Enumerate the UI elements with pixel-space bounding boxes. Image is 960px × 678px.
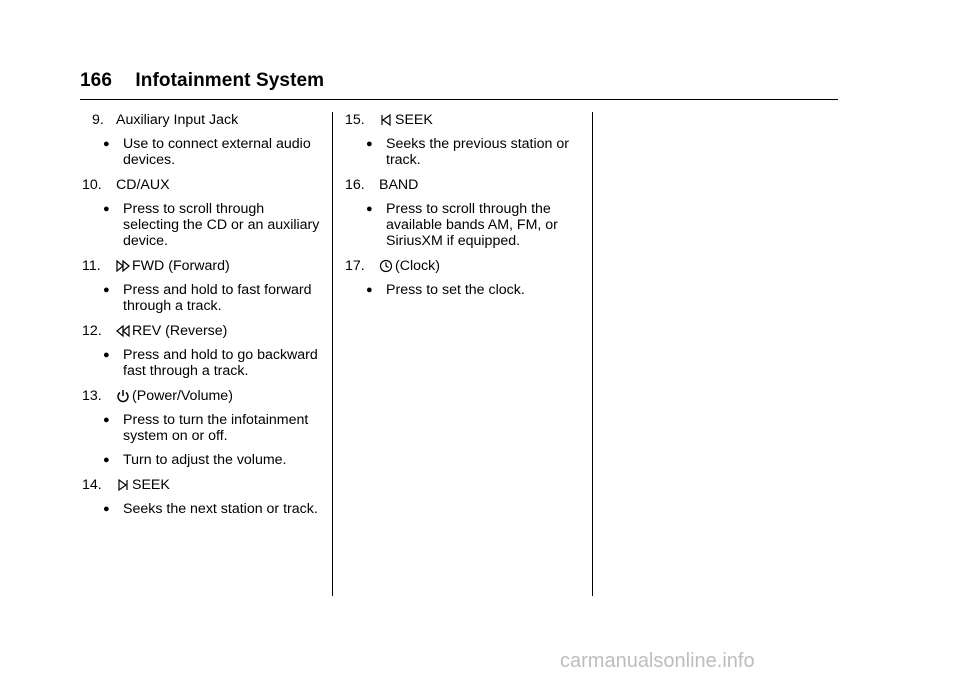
bullet-symbol: ●	[366, 284, 373, 296]
column-divider-left	[332, 112, 333, 596]
item-number: 11.	[82, 258, 101, 274]
bullet-symbol: ●	[366, 138, 373, 150]
item-heading	[82, 177, 322, 193]
item-number: 17.	[345, 258, 365, 274]
list-item	[345, 112, 585, 168]
seek-next-icon	[116, 478, 130, 492]
bullet-point	[345, 282, 585, 298]
item-number: 14.	[82, 477, 102, 493]
power-icon	[116, 389, 130, 403]
item-label: (Clock)	[395, 258, 440, 274]
item-number: 15.	[345, 112, 365, 128]
item-heading	[345, 112, 585, 128]
rewind-icon	[116, 324, 130, 338]
page-title: Infotainment System	[135, 70, 325, 91]
bullet-text: Press and hold to go backward fast through a track.	[123, 347, 318, 379]
item-heading	[82, 477, 322, 493]
left-column	[82, 112, 322, 526]
bullet-text: Press to set the clock.	[386, 282, 525, 298]
list-item	[345, 177, 585, 249]
bullet-symbol: ●	[103, 414, 110, 426]
bullet-point	[82, 452, 322, 468]
item-number: 10.	[82, 177, 102, 193]
bullet-symbol: ●	[103, 284, 110, 296]
bullet-text: Seeks the next station or track.	[123, 501, 318, 517]
item-label: (Power/Volume)	[132, 388, 233, 404]
list-item	[82, 112, 322, 168]
clock-icon	[379, 259, 393, 273]
bullet-point	[345, 136, 585, 168]
bullet-point	[82, 412, 322, 444]
list-item	[82, 323, 322, 379]
bullet-point	[82, 201, 322, 249]
item-number: 13.	[82, 388, 102, 404]
item-label: FWD (Forward)	[132, 258, 230, 274]
bullet-point	[82, 347, 322, 379]
item-heading	[82, 112, 322, 128]
header-rule	[80, 99, 838, 100]
bullet-symbol: ●	[366, 203, 373, 215]
bullet-text: Use to connect external audio devices.	[123, 136, 311, 168]
bullet-text: Press to scroll through the available bands AM, FM, or SiriusXM if equipped.	[386, 201, 558, 249]
middle-column	[345, 112, 585, 307]
bullet-point	[82, 282, 322, 314]
bullet-text: Press and hold to fast forward through a track.	[123, 282, 312, 314]
item-label: SEEK	[132, 477, 170, 493]
bullet-symbol: ●	[103, 138, 110, 150]
bullet-point	[82, 136, 322, 168]
bullet-point	[345, 201, 585, 249]
item-heading	[82, 323, 322, 339]
item-number: 9.	[92, 112, 104, 128]
list-item	[345, 258, 585, 298]
bullet-text: Press to turn the infotainment system on or off.	[123, 412, 309, 444]
item-label: Auxiliary Input Jack	[116, 112, 239, 128]
bullet-symbol: ●	[103, 349, 110, 361]
fast-forward-icon	[116, 259, 130, 273]
item-label: SEEK	[395, 112, 433, 128]
page-number: 166	[80, 70, 113, 91]
bullet-text: Seeks the previous station or track.	[386, 136, 569, 168]
bullet-symbol: ●	[103, 454, 110, 466]
bullet-symbol: ●	[103, 503, 110, 515]
bullet-text: Press to scroll through selecting the CD or an auxiliary device.	[123, 201, 320, 249]
list-item	[82, 258, 322, 314]
bullet-text: Turn to adjust the volume.	[123, 452, 287, 468]
bullet-point	[82, 501, 322, 517]
list-item	[82, 177, 322, 249]
column-divider-right	[592, 112, 593, 596]
bullet-symbol: ●	[103, 203, 110, 215]
list-item	[82, 388, 322, 468]
item-heading	[345, 177, 585, 193]
item-number: 12.	[82, 323, 102, 339]
item-heading	[345, 258, 585, 274]
list-item	[82, 477, 322, 517]
watermark: carmanualsonline.info	[560, 650, 755, 672]
item-number: 16.	[345, 177, 365, 193]
seek-previous-icon	[379, 113, 393, 127]
item-label: CD/AUX	[116, 177, 170, 193]
item-label: BAND	[379, 177, 419, 193]
item-heading	[82, 388, 322, 404]
item-heading	[82, 258, 322, 274]
page-header	[80, 70, 324, 92]
item-label: REV (Reverse)	[132, 323, 228, 339]
